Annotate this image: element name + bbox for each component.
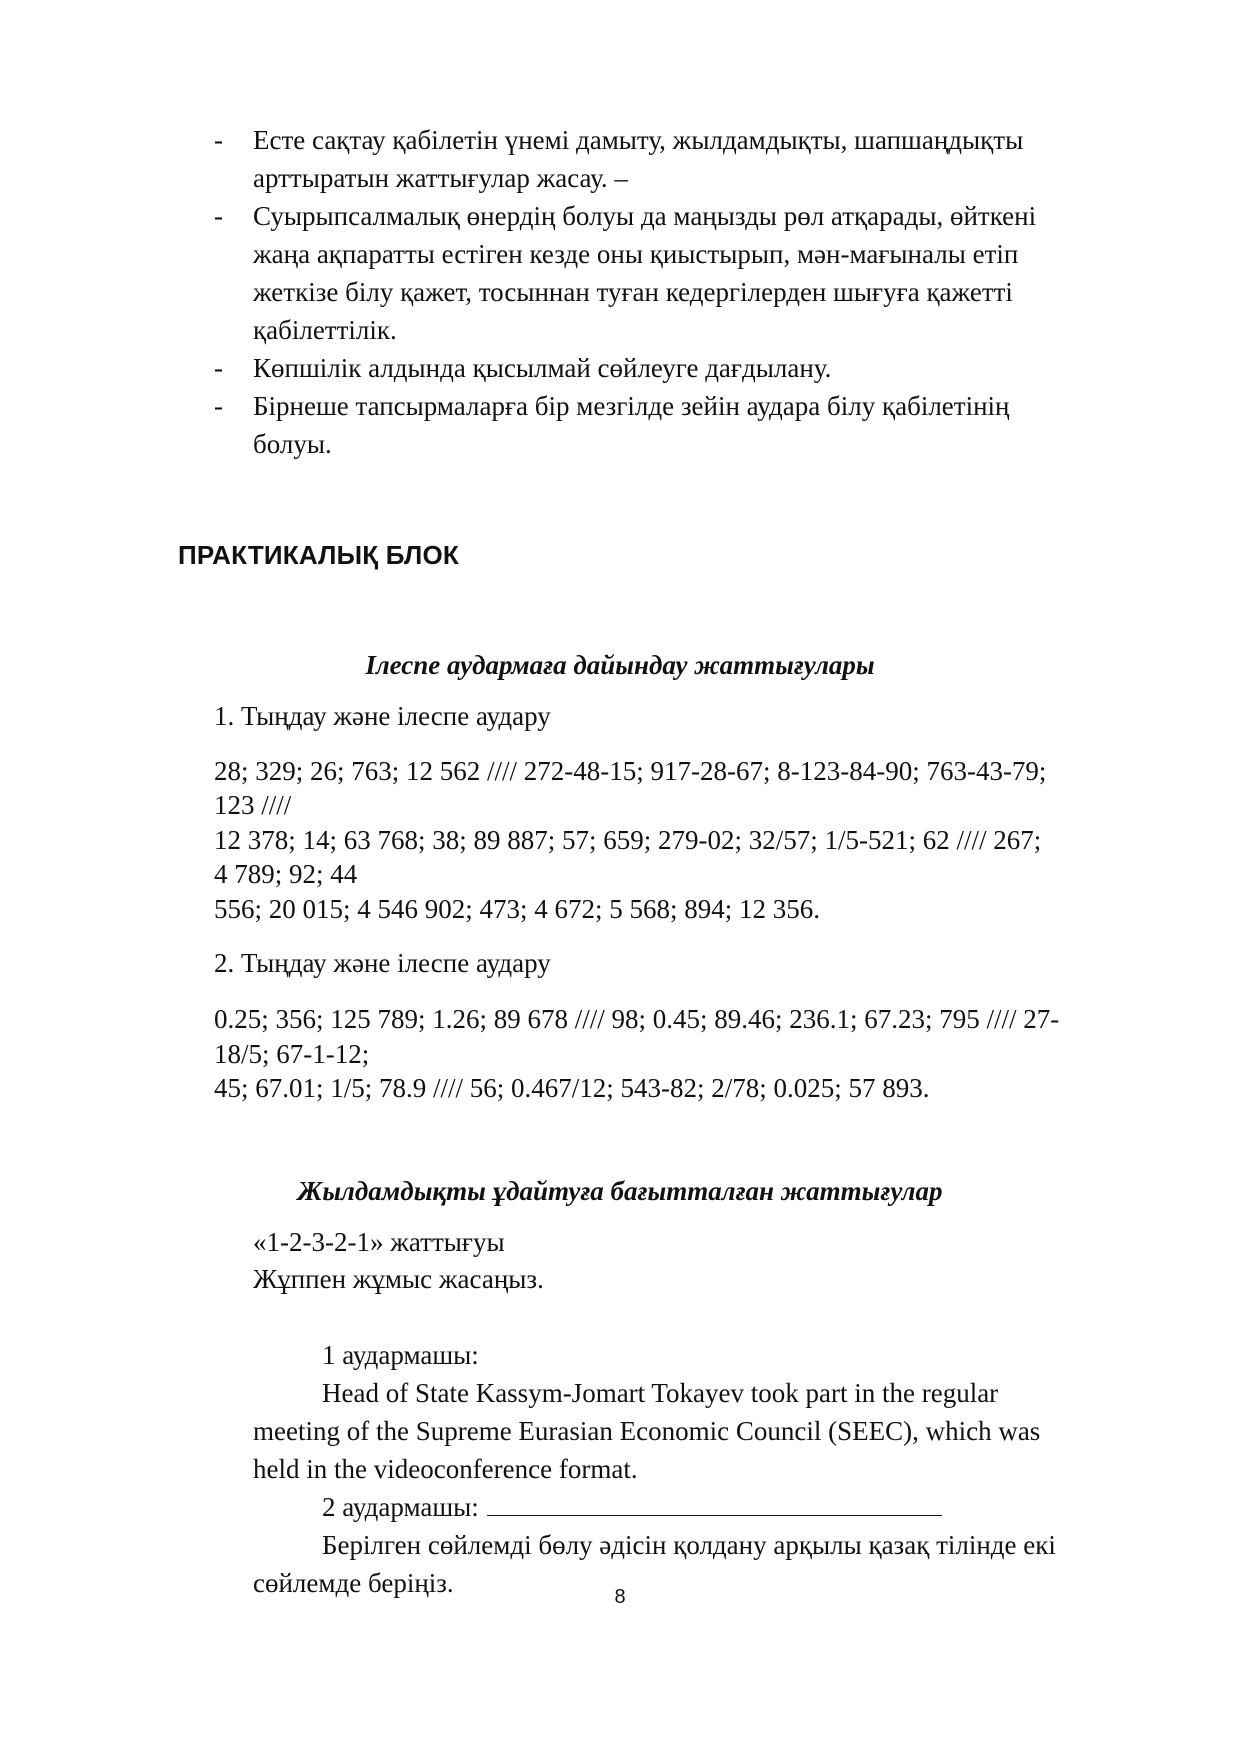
bullet-marker: - [214, 353, 223, 383]
bullet-line: жеткізе білу қажет, тосыннан туған кедергілерден шығуға қажетті [253, 277, 1013, 307]
task-line: сөйлемде беріңіз. [253, 1568, 454, 1598]
bullet-line: Көпшілік алдында қысылмай сөйлеуге дағдылану. [253, 353, 832, 383]
passage-line: meeting of the Supreme Eurasian Economic Council (SEEC), which was [253, 1416, 1041, 1446]
task-label: 1. Тыңдау және ілеспе аудару [214, 701, 551, 731]
sequence-line: 28; 329; 26; 763; 12 562 //// 272-48-15; 917-28-67; 8-123-84-90; 763-43-79; [214, 756, 1047, 786]
bullet-marker: - [214, 201, 223, 231]
sequence-line: 123 //// [214, 790, 292, 820]
exercise-name: «1-2-3-2-1» жаттығуы [253, 1227, 505, 1257]
sequence-line: 0.25; 356; 125 789; 1.26; 89 678 //// 98; 0.45; 89.46; 236.1; 67.23; 795 //// 27- [214, 1004, 1060, 1034]
bullet-line: Есте сақтау қабілетін үнемі дамыту, жылдамдықты, шапшаңдықты [253, 125, 1024, 155]
bullet-line: болуы. [253, 429, 332, 459]
instruction-text: Жұппен жұмыс жасаңыз. [253, 1264, 544, 1294]
bullet-line: Суырыпсалмалық өнердің болуы да маңызды рөл атқарады, өйткені [253, 201, 1037, 231]
passage-line: held in the videoconference format. [253, 1454, 638, 1484]
block-heading: ПРАКТИКАЛЫҚ БЛОК [178, 540, 459, 570]
task-line: Берілген сөйлемді бөлу әдісін қолдану арқылы қазақ тілінде екі [322, 1530, 1056, 1560]
translator-1-label: 1 аудармашы: [322, 1340, 479, 1370]
bullet-line: Бірнеше тапсырмаларға бір мезгілде зейін аудара білу қабілетінің [253, 391, 1010, 421]
section-title: Ілеспе аудармаға дайындау жаттығулары [365, 650, 875, 680]
translator-2-row [322, 1488, 942, 1526]
sequence-line: 45; 67.01; 1/5; 78.9 //// 56; 0.467/12; 543-82; 2/78; 0.025; 57 893. [214, 1073, 930, 1103]
bullet-line: қабілеттілік. [253, 315, 397, 345]
section-title: Жылдамдықты ұдайтуға бағытталған жаттығулар [297, 1176, 943, 1206]
passage-line: Head of State Kassym-Jomart Tokayev took part in the regular [322, 1378, 999, 1408]
sequence-line: 12 378; 14; 63 768; 38; 89 887; 57; 659; 279-02; 32/57; 1/5-521; 62 //// 267; [214, 825, 1042, 855]
sequence-line: 556; 20 015; 4 546 902; 473; 4 672; 5 568; 894; 12 356. [214, 894, 821, 924]
translator-2-label: 2 аудармашы: [322, 1492, 479, 1522]
bullet-line: арттыратын жаттығулар жасау. – [253, 163, 628, 193]
bullet-marker: - [214, 125, 223, 155]
sequence-line: 4 789; 92; 44 [214, 859, 358, 889]
sequence-line: 18/5; 67-1-12; [214, 1039, 370, 1069]
bullet-line: жаңа ақпаратты естіген кезде оны қиыстырып, мән-мағыналы етіп [253, 239, 1019, 269]
page-number: 8 [614, 1586, 626, 1608]
bullet-marker: - [214, 391, 223, 421]
answer-blank-line[interactable] [487, 1489, 942, 1516]
task-label: 2. Тыңдау және ілеспе аудару [214, 948, 551, 978]
